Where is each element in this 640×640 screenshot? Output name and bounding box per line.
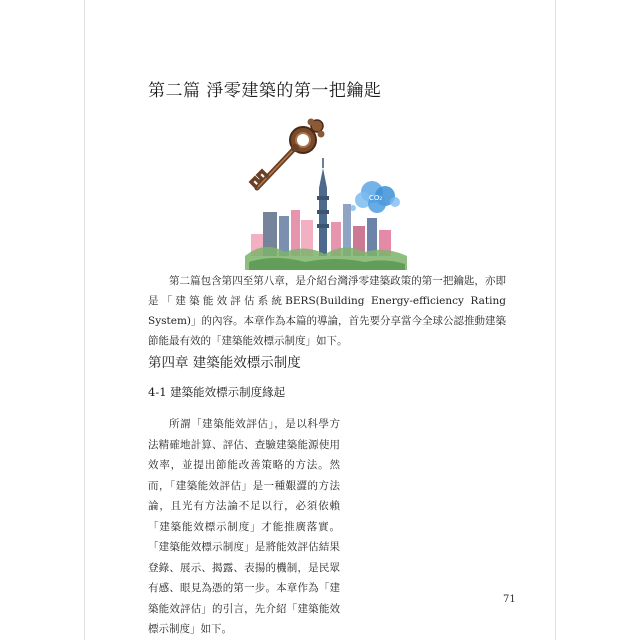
part-title: 第二篇 淨零建築的第一把鑰匙 xyxy=(148,81,382,101)
chapter-title: 第四章 建築能效標示制度 xyxy=(148,355,301,371)
key-and-city-skyline-illustration xyxy=(245,112,407,270)
page-number: 71 xyxy=(503,594,516,605)
co2-label: CO₂ xyxy=(369,194,383,202)
key-icon xyxy=(251,119,325,189)
co2-cloud-icon xyxy=(350,181,400,213)
body-paragraph: 所謂「建築能效評估」，是以科學方法精確地計算、評估、查驗建築能源使用效率，並提出節能改善策略的方法。然而，「建築能效評估」是一種艱澀的方法論，且光有方法論不足以行，必須依賴「建築能效標示制度」才能推廣落實。「建築能效標示制度」是將能效評估結果登錄、展示、揭露、表揚的機制，是民眾有感、眼見為憑的第一步。本章作為「建築能效評估」的引言，先介紹「建築能效標示制度」如下。 xyxy=(148,418,340,635)
intro-paragraph: 第二篇包含第四至第八章，是介紹台灣淨零建築政策的第一把鑰匙，亦即是「建築能效評估系統BERS(Building Energy-efficiency Rating System)」的內容。本章作為本篇的導論，首先要分享當今全球公認推動建築節能最有效的「建築能效標示制度」如下。 xyxy=(148,275,506,347)
book-page xyxy=(85,0,555,640)
section-title: 4-1 建築能效標示制度緣起 xyxy=(148,385,286,399)
